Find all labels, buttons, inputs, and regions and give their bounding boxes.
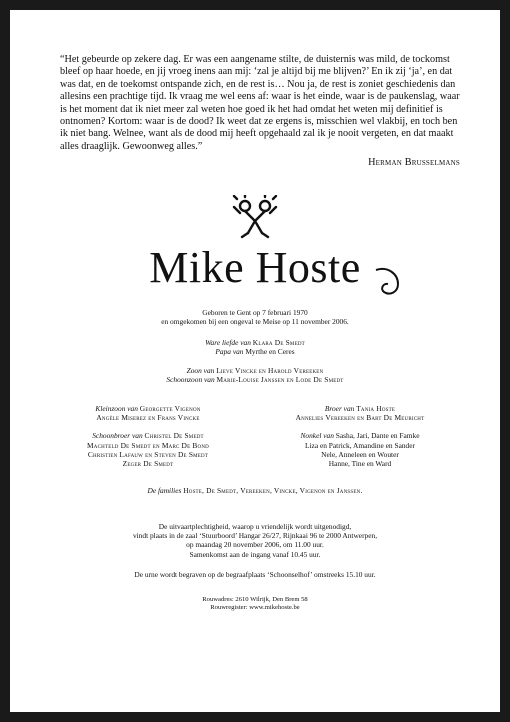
name-swash-ornament <box>374 264 420 298</box>
opening-quote: “Het gebeurde op zekere dag. Er was een aangename stilte, de duisternis was mild, de tockomst bleef op haar hoede, en jij vroeg inens aan mij: ‘zal je altijd bij me blijven?’ En ik zij ‘ja’, en dat was dat, en de toekomst ontspande zich, en de rest is… Nou ja, de rest is zoniet geschiedenis dan allesins een prachtige tijd. Ik vraag me wel eens af: waar is het einde, waar is de paukenslag, waar is het moment dat ik niet meer zal weten hoe goed ik het had omdat het weten mij definitief is ontnomen? Kortom: waar is de dood? Ik weet dat ze ergens is, misschien wel vlakbij, en toch ben ik niet bang. Welnee, want als de dood mij heeft opgehaald zal ik je nooit vergeten, en dat maakt alles draaglijk. Gewoonweg alles.” <box>60 54 460 152</box>
families-line: De families Hoste, De Smedt, Vereeken, Vincke, Vigenon en Janssen. <box>147 486 363 495</box>
ceremony-info: De uitvaartplechtigheid, waarop u vriendelijk wordt uitgenodigd, vindt plaats in de zaal ‘Stuurboord’ Hangar 26/27, Rijnkaai 96 te 2000 Antwerpen, op maandag 20 november 2006, om 11.00 uur. Samenkomst aan de ingang vanaf 10.45 uur. <box>132 522 378 559</box>
obituary-card <box>10 10 500 712</box>
burial-info: De urne wordt begraven op de begraafplaats ‘Schoonselhof’ omstreeks 15.10 uur. <box>134 570 376 579</box>
right-family-column: Broer van Tania Hoste Annelies Vereeken en Bart De Meuricht Nonkel van Sasha, Jari, Dante en Famke Liza en Patrick, Amandine en Sander Nele, Anneleen en Wouter Hanne, Tine en Ward <box>295 404 425 469</box>
son-info: Zoon van Lieve Vincke en Harold Vereeken Schoonzoon van Marie-Louise Janssen en Lode De Smedt <box>166 366 344 385</box>
left-family-column: Kleinzoon van Georgette Vigenon Angèle Miserez en Frans Vincke Schoonbroer van Christel De Smedt Machteld De Smedt en Marc De Bond Christien Lafauw en Steven De Smedt Zeger De Smedt <box>87 404 209 469</box>
quote-author: Herman Brusselmans <box>368 157 460 168</box>
partner-info: Ware liefde van Klara De Smedt Papa van Myrthe en Ceres <box>205 338 305 357</box>
address-info: Rouwadres: 2610 Wilrijk, Den Brem 58 Rouwregister: www.mikehoste.be <box>202 596 308 612</box>
dancing-figures-logo-icon <box>228 195 282 241</box>
birth-info: Geboren te Gent op 7 februari 1970 en omgekomen bij een ongeval te Meise op 11 november 2006. <box>161 308 349 327</box>
deceased-name: Mike Hoste <box>149 243 361 292</box>
